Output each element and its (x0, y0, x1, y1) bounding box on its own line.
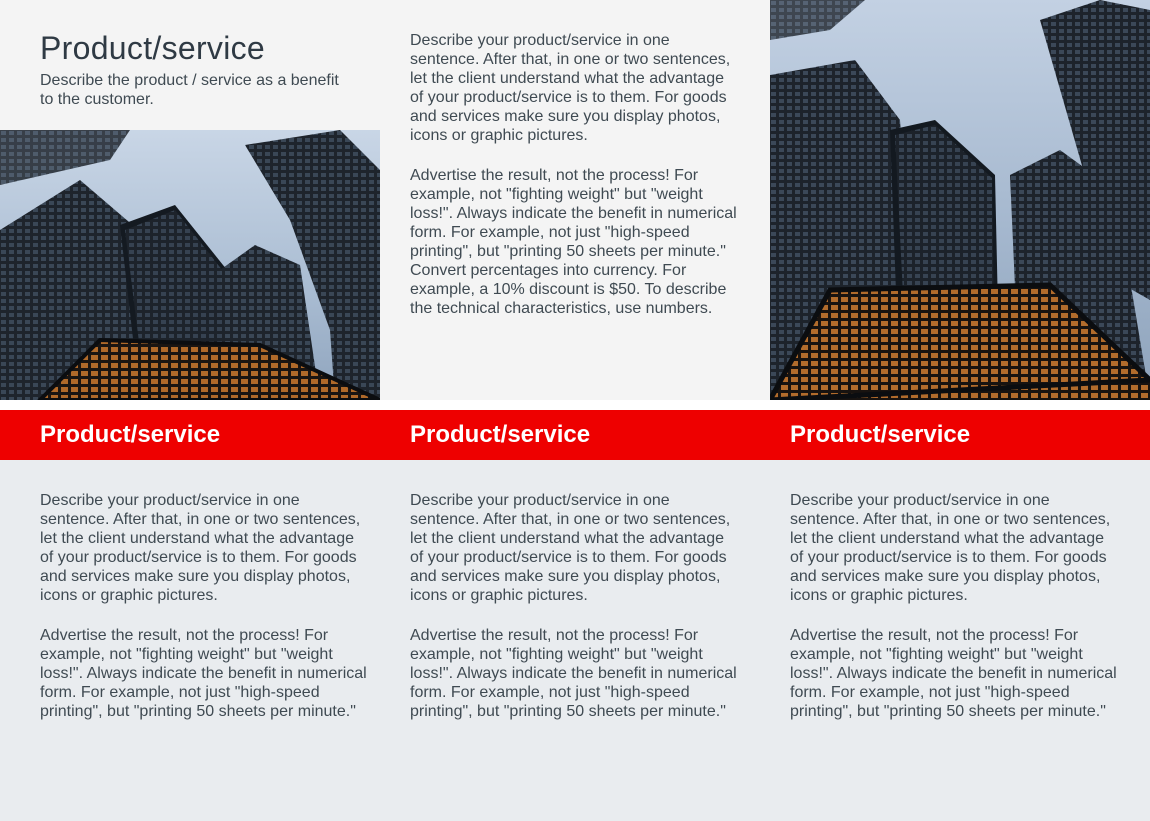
column-paragraph: Advertise the result, not the process! For example, not "fighting weight" but "weight loss!". Always indicate the benefit in numerical form. For example, not just "high-speed printing", but "printing 50 sheets per minute." (790, 627, 1117, 720)
column-text (410, 491, 740, 721)
column-heading: Product/service (40, 421, 221, 448)
page-subtitle: Describe the product / service as a benefit to the customer. (40, 72, 339, 108)
column-paragraph: Describe your product/service in one sentence. After that, in one or two sentences, let the client understand what the advantage of your product/service is to them. For goods and services make sure you display photos, icons or graphic pictures. (40, 492, 361, 604)
column-text (40, 491, 370, 721)
column-paragraph: Advertise the result, not the process! For example, not "fighting weight" but "weight loss!". Always indicate the benefit in numerical form. For example, not just "high-speed printing", but "printing 50 sheets per minute." (40, 627, 367, 720)
column-heading: Product/service (410, 421, 591, 448)
column-heading: Product/service (790, 421, 971, 448)
column-paragraph: Describe your product/service in one sentence. After that, in one or two sentences, let the client understand what the advantage of your product/service is to them. For goods and services make sure you display photos, icons or graphic pictures. (410, 492, 731, 604)
column-paragraph: Advertise the result, not the process! For example, not "fighting weight" but "weight loss!". Always indicate the benefit in numerical form. For example, not just "high-speed printing", but "printing 50 sheets per minute." (410, 627, 737, 720)
column-paragraph: Describe your product/service in one sentence. After that, in one or two sentences, let the client understand what the advantage of your product/service is to them. For goods and services make sure you display photos, icons or graphic pictures. (790, 492, 1111, 604)
divider (0, 400, 1150, 410)
page-title: Product/service (40, 30, 266, 66)
skyscraper-photo-right (770, 0, 1150, 400)
intro-paragraph: Describe your product/service in one sentence. After that, in one or two sentences, let the client understand what the advantage of your product/service is to them. For goods and services make sure you display photos, icons or graphic pictures. (410, 32, 731, 144)
column-text (790, 491, 1120, 721)
intro-paragraph: Advertise the result, not the process! For example, not "fighting weight" but "weight loss!". Always indicate the benefit in numerical form. For example, not just "high-speed printing", but "printing 50 sheets per minute." Convert percentages into currency. For example, a 10% discount is $50. To describe the technical characteristics, use numbers. (410, 167, 737, 317)
intro-text (410, 31, 740, 318)
skyscraper-photo-left (0, 130, 380, 400)
